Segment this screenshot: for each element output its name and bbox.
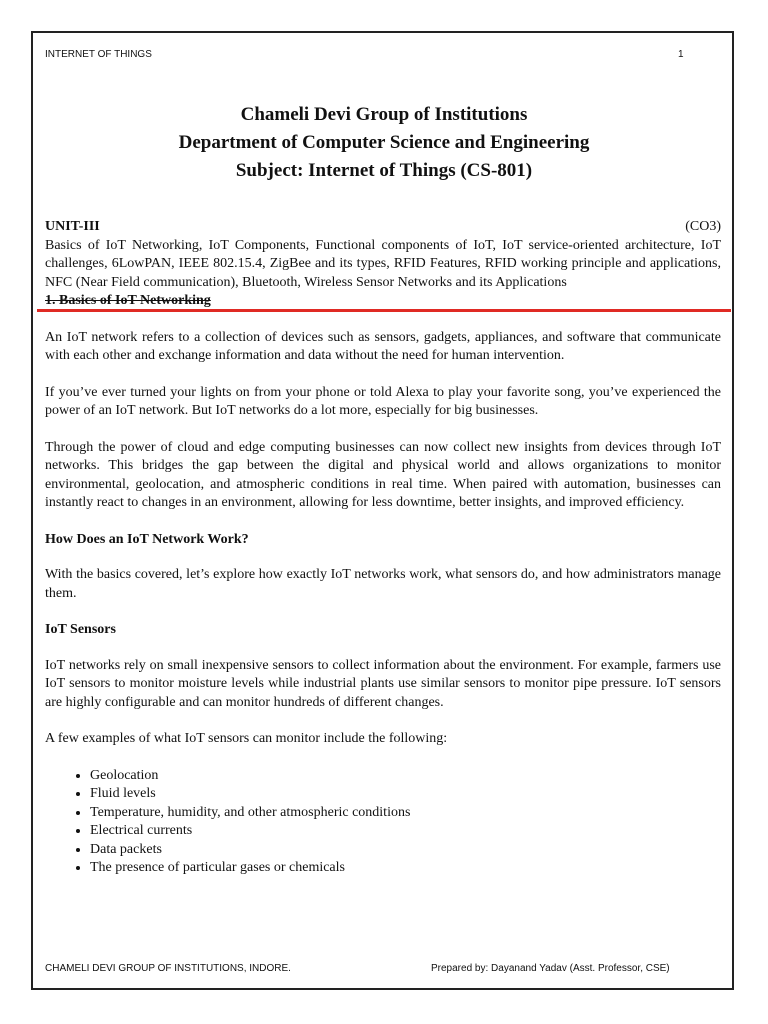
unit-syllabus: Basics of IoT Networking, IoT Components, Functional components of IoT, IoT service-oriented architecture, IoT challenges, 6LowPAN, IEEE 802.15.4, ZigBee and its types, RFID Features, RFID working principle and applications, NFC (Near Field communication), Bluetooth, Wireless Sensor Networks and its Applications xyxy=(45,237,721,290)
list-item: • Temperature, humidity, and other atmospheric conditions xyxy=(90,804,721,823)
footer-author: Prepared by: Dayanand Yadav (Asst. Professor, CSE) xyxy=(431,963,670,974)
paragraph-sensors: IoT networks rely on small inexpensive sensors to collect information about the environment. For example, farmers use IoT sensors to monitor moisture levels while industrial plants use similar sensors to monitor pipe pressure. IoT sensors are highly configurable and can monitor hundreds of different changes. xyxy=(45,657,721,710)
paragraph-alexa-example: If you’ve ever turned your lights on from your phone or told Alexa to play your favorite song, you’ve experienced the power of an IoT network. But IoT networks do a lot more, especially for big businesses. xyxy=(45,384,721,418)
paragraph-sensor-examples-intro: A few examples of what IoT sensors can monitor include the following: xyxy=(45,731,448,746)
document-title-block xyxy=(40,101,728,185)
list-item: • Electrical currents xyxy=(90,822,721,841)
section-heading: 1. Basics of IoT Networking xyxy=(45,293,211,308)
list-item: • The presence of particular gases or chemicals xyxy=(90,859,721,878)
subheading-iot-sensors: IoT Sensors xyxy=(45,622,116,637)
institution-name: Chameli Devi Group of Institutions xyxy=(240,104,528,125)
subheading-how-it-works: How Does an IoT Network Work? xyxy=(45,531,249,547)
list-item: • Data packets xyxy=(90,841,721,860)
page-number: 1 xyxy=(678,49,684,60)
running-header-title: INTERNET OF THINGS xyxy=(45,49,152,60)
subject-title: Subject: Internet of Things (CS-801) xyxy=(235,160,533,181)
course-outcome: (CO3) xyxy=(685,219,721,234)
page-content xyxy=(45,218,721,878)
paragraph-iot-network-definition: An IoT network refers to a collection of devices such as sensors, gadgets, appliances, and software that communicate with each other and exchange information and data without the need for human intervention. xyxy=(45,329,721,363)
unit-header xyxy=(45,218,721,237)
paragraph-how-it-works: With the basics covered, let’s explore how exactly IoT networks work, what sensors do, and how administrators manage them. xyxy=(45,567,721,601)
department-name: Department of Computer Science and Engineering xyxy=(178,132,590,153)
footer-institution: CHAMELI DEVI GROUP OF INSTITUTIONS, INDORE. xyxy=(45,963,291,974)
red-annotation-line xyxy=(37,309,731,312)
paragraph-cloud-edge: Through the power of cloud and edge computing businesses can now collect new insights from devices through IoT networks. This bridges the gap between the digital and physical world and allows organizations to monitor environmental, geolocation, and atmospheric conditions in real time. When paired with automation, businesses can instantly react to changes in an environment, allowing for less downtime, better insights, and improved efficiency. xyxy=(45,439,721,510)
list-item: • Fluid levels xyxy=(90,785,721,804)
list-item: • Geolocation xyxy=(90,767,721,786)
sensor-examples-list xyxy=(45,767,721,878)
unit-title: UNIT-III xyxy=(45,219,100,234)
